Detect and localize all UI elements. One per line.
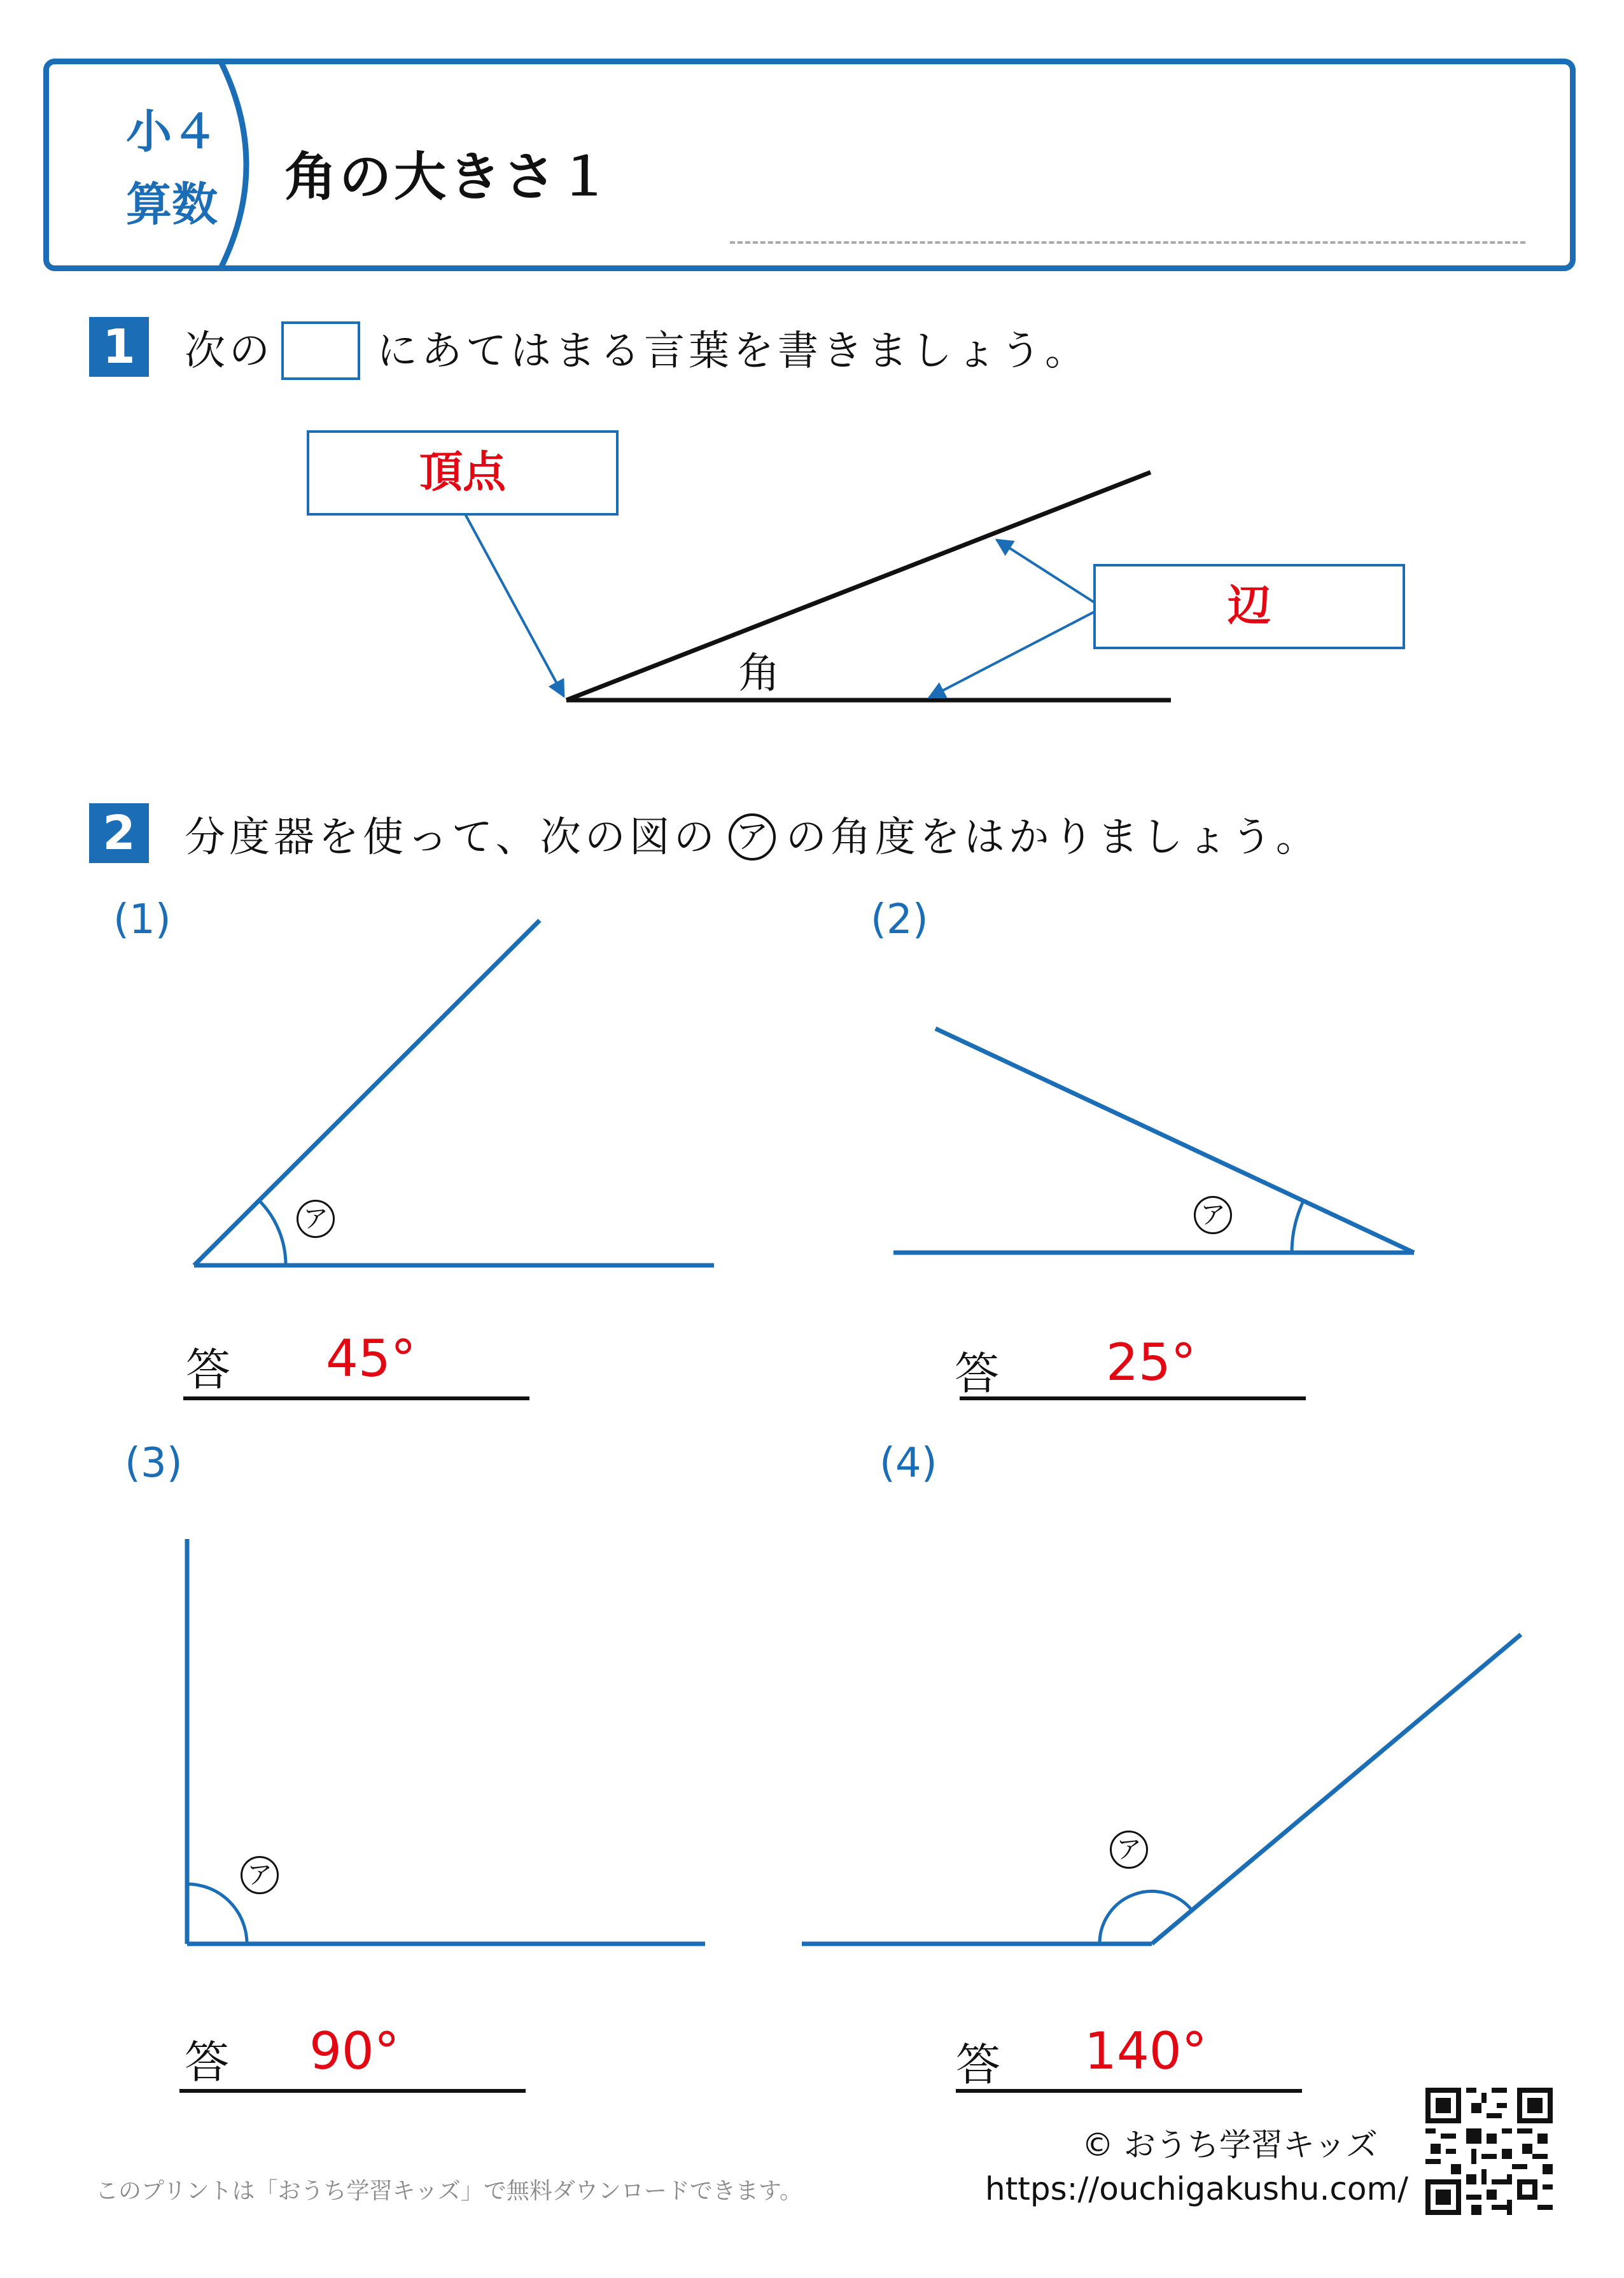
problem-2-instruction-before: 分度器を使って、次の図の	[185, 814, 718, 861]
problem-2-number: 2	[89, 803, 149, 863]
answer-4-value: 140°	[1084, 2021, 1207, 2081]
problem-1-instruction-after: にあてはまる言葉を書きましょう。	[377, 328, 1089, 375]
answer-2-value: 25°	[1106, 1333, 1196, 1392]
answer-1-prefix: 答	[186, 1344, 230, 1396]
footer-copyright: © おうち学習キッズ	[1082, 2127, 1378, 2163]
footer-url[interactable]: https://ouchigakushu.com/	[985, 2170, 1409, 2207]
subproblem-4-label: (4)	[879, 1440, 937, 1487]
angle-figure-2	[893, 1029, 1414, 1253]
subproblem-3-label: (3)	[125, 1440, 183, 1487]
answer-2-prefix: 答	[955, 1347, 999, 1400]
figure-1-mark: ア	[297, 1200, 335, 1238]
answer-4-prefix: 答	[956, 2039, 1000, 2091]
subproblem-2-label: (2)	[871, 896, 928, 943]
subject-label: 算数	[125, 178, 218, 231]
figure-4-mark: ア	[1110, 1831, 1148, 1869]
vertex-label: 頂点	[419, 447, 506, 498]
subproblem-1-label: (1)	[113, 896, 171, 943]
problem-1-instruction-before: 次の	[185, 328, 274, 375]
side-label: 辺	[1227, 581, 1271, 631]
answer-4-line	[956, 2089, 1302, 2093]
answer-3-line	[179, 2089, 526, 2093]
angle-figure-4	[802, 1635, 1521, 1944]
answer-1-line	[183, 1396, 529, 1400]
qr-code-icon	[1425, 2088, 1553, 2215]
grade-label: 小４	[125, 105, 218, 158]
answer-2-line	[960, 1396, 1306, 1400]
answer-3-value: 90°	[309, 2021, 400, 2081]
angle-figure-1	[194, 920, 714, 1265]
answer-1-value: 45°	[326, 1329, 416, 1388]
circle-a-mark: ア	[729, 813, 776, 861]
worksheet-title: 角の大きさ１	[284, 147, 613, 207]
angle-label: 角	[738, 649, 780, 698]
figure-3-mark: ア	[241, 1856, 279, 1894]
problem-2-instruction-after: の角度をはかりましょう。	[785, 814, 1320, 861]
footer-note: このプリントは「おうち学習キッズ」で無料ダウンロードできます。	[95, 2178, 802, 2204]
answer-3-prefix: 答	[185, 2036, 229, 2088]
figure-2-mark: ア	[1194, 1196, 1232, 1234]
problem-1-number: 1	[89, 317, 149, 377]
